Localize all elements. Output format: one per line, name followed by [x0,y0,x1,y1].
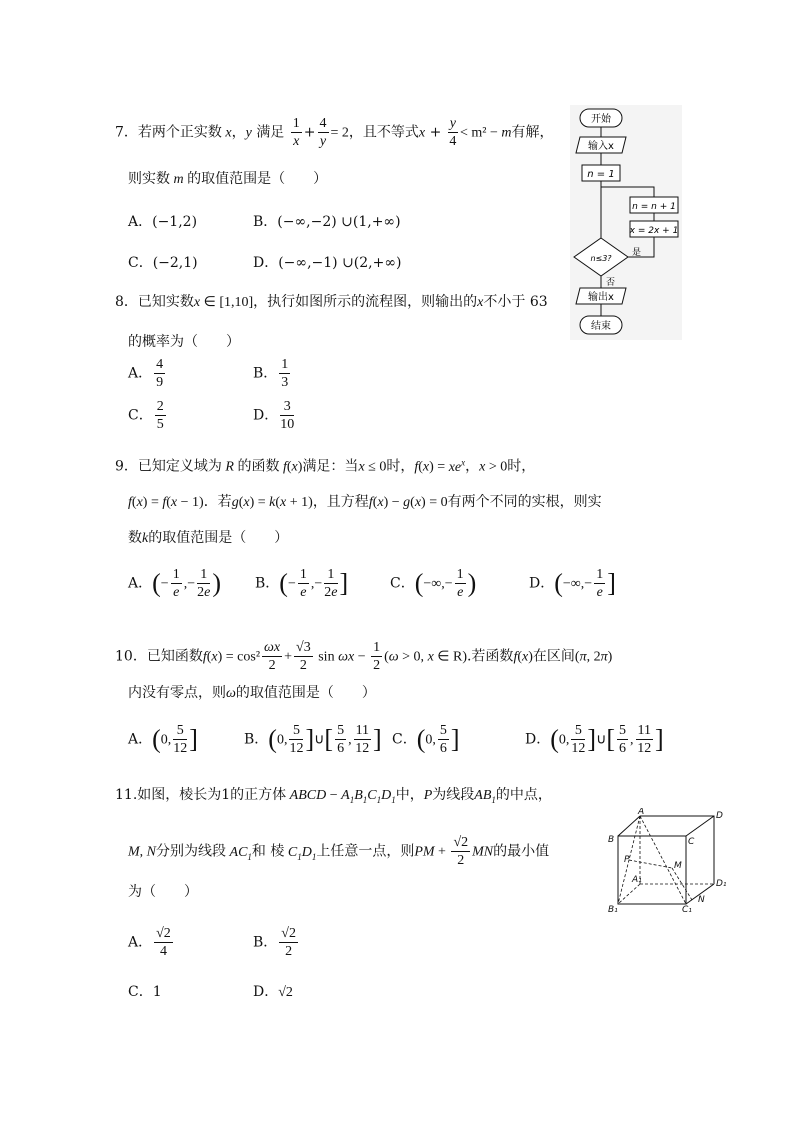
q7-option-c[interactable]: C．(−2,1) [128,255,198,271]
flow-yes-label: 是 [632,248,642,258]
q9-option-c[interactable]: C．(−∞,− $\frac{1}{e}$ ) [390,567,477,600]
q11-option-a[interactable]: A． $\frac{√2}{4}$ [128,926,171,959]
svg-text:B₁: B₁ [608,905,618,913]
flow-start-label: 开始 [591,114,611,125]
q10-option-d[interactable]: D．(0, $\frac{5}{12}$ ]∪[ $\frac{5}{6}$ , $\frac{11}{12}$ ] [525,723,664,756]
q11-option-c[interactable]: C．1 [128,984,162,1000]
q9-line3: 数k的取值范围是（ ） [128,530,289,546]
svg-text:M: M [674,861,682,871]
q11-option-b[interactable]: B． $\frac{√2}{2}$ [253,926,296,959]
q7-line2: 则实数 m 的取值范围是（ ） [128,171,328,187]
q11-line1: 11.如图，棱长为1的正方体 ABCD − $A_1B_1C_1D_1$中，P为线段$AB_1$的中点， [115,787,552,805]
q9-option-d[interactable]: D．(−∞,− $\frac{1}{e}$ ] [529,567,616,600]
q10-option-b[interactable]: B．(0, $\frac{5}{12}$ ]∪[ $\frac{5}{6}$ , $\frac{11}{12}$ ] [244,723,382,756]
svg-text:C₁: C₁ [682,905,692,913]
svg-text:C: C [688,837,695,847]
q8-line2: 的概率为（ ） [128,334,240,350]
q7-text: 7．若两个正实数 [115,124,222,141]
q11-option-d[interactable]: D．√2 [253,984,293,1000]
q9-option-a[interactable]: A．(− $\frac{1}{e}$ ,− $\frac{1}{2e}$ ) [128,567,221,600]
q10-line2: 内没有零点，则ω的取值范围是（ ） [128,685,376,701]
flow-end-label: 结束 [591,321,611,332]
q8-option-c[interactable]: C． $\frac{2}{5}$ [128,399,164,432]
q8-option-d[interactable]: D． $\frac{3}{10}$ [253,399,295,432]
svg-text:D: D [716,811,723,821]
q7-text: 满足 [256,124,285,141]
q7-option-b[interactable]: B．(−∞,−2) ∪(1,+∞) [253,214,401,230]
q10-option-c[interactable]: C．(0, $\frac{5}{6}$ ] [392,723,460,756]
q7-option-a[interactable]: A．(−1,2) [128,214,198,230]
flow-input-label: 输入x [588,141,614,152]
q7-frac-y4: $\frac{y}{4}$ [449,116,457,149]
q9-line2: f(x) = f(x − 1)．若g(x) = k(x + 1)，且方程f(x) − g(x) = 0有两个不同的实根，则实 [128,494,602,510]
svg-text:B: B [608,835,615,845]
q7-line1: 7．若两个正实数 x，y 满足 $\frac{1}{x}$ + $\frac{4}{y}$ = 2，且不等式x + $\frac{y}{4}$ < m² − m有解， [115,116,554,149]
q8-option-a[interactable]: A． $\frac{4}{9}$ [128,357,164,390]
flowchart-diagram [570,105,682,340]
flow-cond-label: n≤3? [590,254,612,263]
q8-line1: 8．已知实数x ∈ [1,10]，执行如图所示的流程图，则输出的x不小于 63 [115,294,548,310]
flow-step1-label: x = 2x + 1 [629,226,679,236]
flow-output-label: 输出x [588,292,614,303]
q8-option-b[interactable]: B． $\frac{1}{3}$ [253,357,289,390]
flow-init-label: n = 1 [587,169,615,180]
svg-text:P: P [624,855,630,865]
q9-line1: 9．已知定义域为 R 的函数 f(x)满足：当x ≤ 0时，$f(x) = xe^x$，x > 0时， [115,457,536,475]
q7-option-d[interactable]: D．(−∞,−1) ∪(2,+∞) [253,255,402,271]
q7-frac-4y: $\frac{4}{y}$ [319,116,327,149]
q9-option-b[interactable]: B．(− $\frac{1}{e}$ ,− $\frac{1}{2e}$ ] [255,567,349,600]
q7-text: ，且不等式 [348,124,419,141]
svg-text:A: A [638,808,645,817]
q11-line2: M, N分别为线段 $AC_1$和 棱 $C_1D_1$上任意一点，则PM + $\frac{√2}{2}$ MN的最小值 [128,835,550,868]
svg-text:N: N [698,895,705,905]
q10-option-a[interactable]: A．(0, $\frac{5}{12}$ ] [128,723,198,756]
q11-line3: 为（ ） [128,884,198,900]
flow-step2-label: n = n + 1 [632,202,676,212]
q7-text: 有解， [511,124,554,141]
svg-text:D₁: D₁ [716,879,727,889]
cube-diagram [604,808,734,913]
svg-text:A₁: A₁ [632,875,642,885]
q7-frac-1x: $\frac{1}{x}$ [292,116,300,149]
flow-no-label: 否 [606,278,616,288]
q10-line1: 10．已知函数f(x) = cos² $\frac{\omega x}{2}$ + $\frac{√3}{2}$ sin ωx − $\frac{1}{2}$ (ω > 0, x ∈ R).若函数f(x)在区间(π, 2π) [115,640,613,673]
